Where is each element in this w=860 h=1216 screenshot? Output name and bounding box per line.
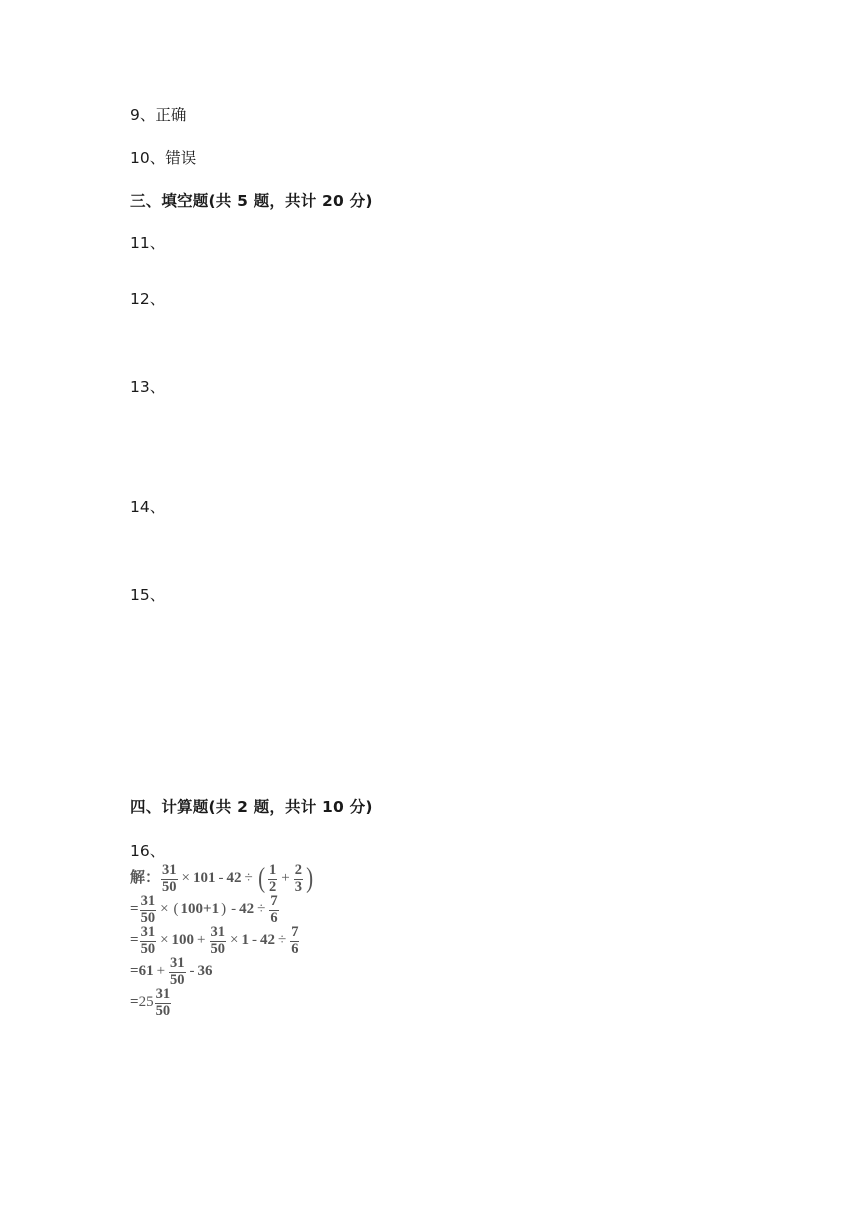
question-14: 14、 <box>130 498 166 516</box>
solution-label: 解： <box>130 870 161 886</box>
fraction-31-50: $\frac{31}{50}$ <box>140 893 156 926</box>
fraction-31-50: $\frac{31}{50}$ <box>155 986 171 1019</box>
question-12: 12、 <box>130 290 166 308</box>
solution-row-3: = $\frac{31}{50}$ × 100 + $\frac{31}{50}$ × 1 - 42 ÷ $\frac{7}{6}$ <box>130 924 299 957</box>
fraction-31-50: $\frac{31}{50}$ <box>210 924 225 957</box>
solution-row-2: = $\frac{31}{50}$ × ( 100 + 1 ) - 42 ÷ $\frac{7}{6}$ <box>130 893 278 926</box>
answer-9: 9、正确 <box>130 106 187 124</box>
section-3-heading: 三、填空题(共 5 题，共计 20 分) <box>130 192 373 210</box>
fraction-1-2: $\frac{1}{2}$ <box>269 862 277 895</box>
section-4-heading: 四、计算题(共 2 题，共计 10 分) <box>130 798 373 816</box>
solution-work <box>130 863 315 1018</box>
fraction-7-6: $\frac{7}{6}$ <box>270 893 278 926</box>
question-16: 16、 <box>130 842 166 860</box>
fraction-31-50: $\frac{31}{50}$ <box>140 924 156 957</box>
question-15: 15、 <box>130 586 166 604</box>
fraction-31-50: $\frac{31}{50}$ <box>162 862 177 895</box>
question-11: 11、 <box>130 234 166 252</box>
fraction-2-3: $\frac{2}{3}$ <box>294 862 303 895</box>
fraction-31-50: $\frac{31}{50}$ <box>170 955 185 988</box>
solution-row-5: = 25 $\frac{31}{50}$ <box>130 986 171 1019</box>
question-13: 13、 <box>130 378 166 396</box>
solution-row-1: 解： $\frac{31}{50}$ × 101 - 42 ÷ ( $\frac{1}{2}$ + $\frac{2}{3}$ ) <box>130 862 314 895</box>
solution-row-4: = 61 + $\frac{31}{50}$ - 36 <box>130 955 213 988</box>
answer-10: 10、错误 <box>130 149 197 167</box>
fraction-7-6: $\frac{7}{6}$ <box>291 924 299 957</box>
